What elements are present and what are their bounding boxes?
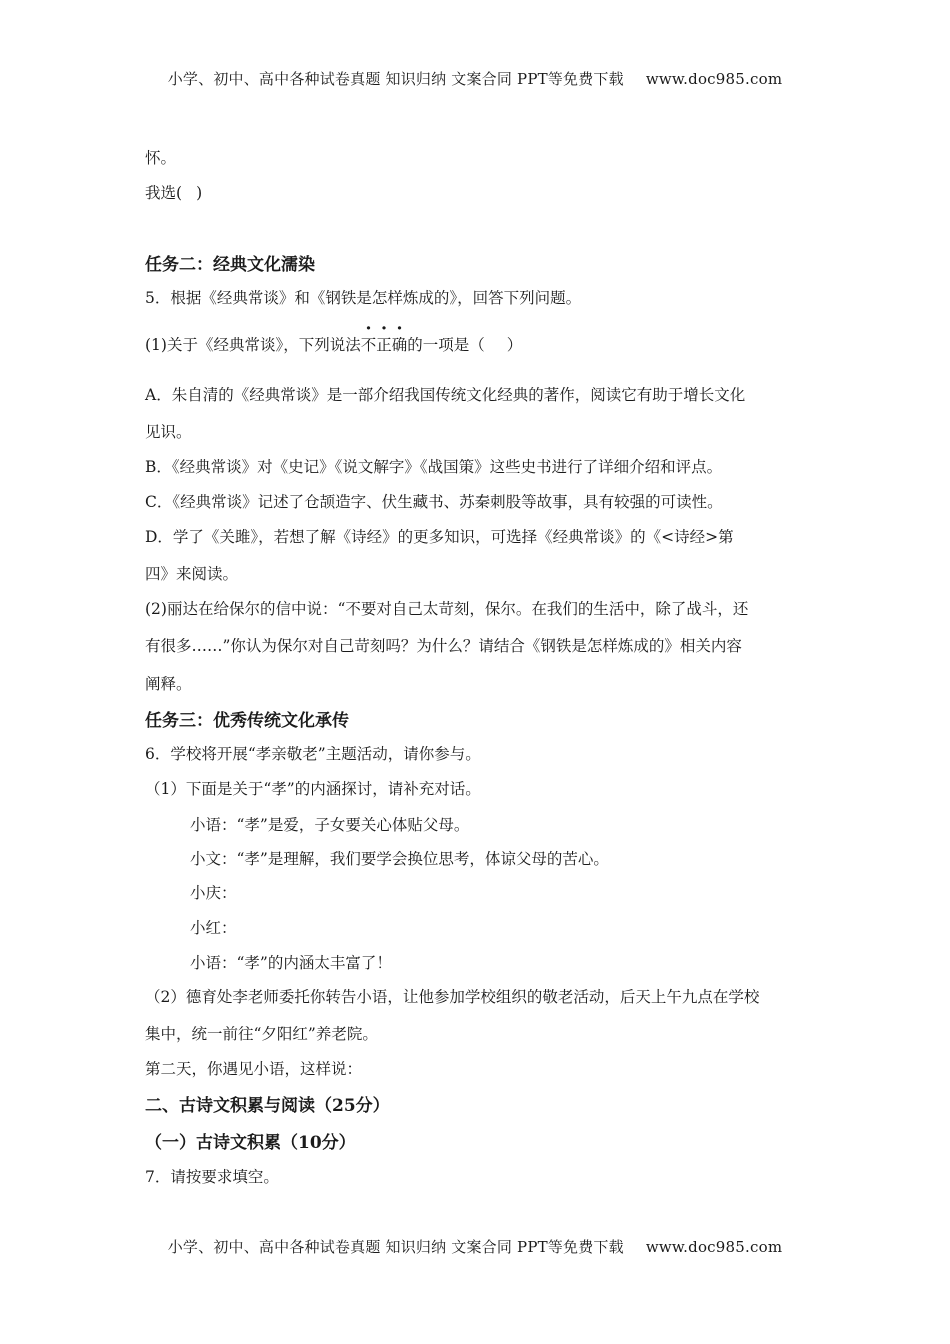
dialog-line-3-blank[interactable]: 小庆：	[190, 884, 237, 902]
question-6-2-line-2: 集中，统一前往“夕阳红”养老院。	[145, 1025, 378, 1043]
option-a-line-1: A．朱自清的《经典常谈》是一部介绍我国传统文化经典的著作，阅读它有助于增长文化	[145, 386, 746, 404]
dialog-line-5: 小语：“孝”的内涵太丰富了！	[190, 954, 392, 972]
question-6-stem: 6．学校将开展“孝亲敬老”主题活动，请你参与。	[145, 745, 481, 763]
question-6-2-line-3: 第二天，你遇见小语，这样说：	[145, 1060, 363, 1078]
option-d-line-2: 四》来阅读。	[145, 565, 239, 583]
emphasis-char-3: 确	[391, 336, 408, 354]
q5-1-close: ）	[506, 336, 523, 354]
choice-prefix: 我选(	[145, 184, 183, 202]
option-b: B．《经典常谈》对《史记》《说文解字》《战国策》这些史书进行了详细介绍和评点。	[145, 458, 723, 476]
emphasis-char-1: 不	[360, 336, 377, 354]
page-header	[0, 68, 950, 89]
question-5-2-line-2: 有很多……”你认为保尔对自己苛刻吗？为什么？请结合《钢铁是怎样炼成的》相关内容	[145, 637, 742, 655]
page-footer	[0, 1236, 950, 1257]
option-d-line-1: D．学了《关雎》，若想了解《诗经》的更多知识，可选择《经典常谈》的《<诗经>第	[145, 528, 734, 546]
emphasis-char-2: 正	[376, 336, 392, 354]
header-url: www.doc985.com	[645, 70, 783, 88]
option-a-line-2: 见识。	[145, 423, 192, 441]
header-slogan: 小学、初中、高中各种试卷真题 知识归纳 文案合同 PPT等免费下载	[167, 70, 624, 88]
question-7: 7．请按要求填空。	[145, 1168, 279, 1186]
choice-suffix: )	[196, 184, 203, 202]
question-5-2-line-1: (2)丽达在给保尔的信中说：“不要对自己太苛刻，保尔。在我们的生活中，除了战斗，还	[145, 600, 749, 618]
continued-text: 怀。	[145, 149, 177, 167]
dialog-line-4-blank[interactable]: 小红：	[190, 919, 237, 937]
question-6-1: （1）下面是关于“孝”的内涵探讨，请补充对话。	[145, 780, 481, 798]
question-5-stem: 5．根据《经典常谈》和《钢铁是怎样炼成的》，回答下列问题。	[145, 289, 582, 307]
footer-url: www.doc985.com	[645, 1238, 783, 1256]
question-6-2-line-1: （2）德育处李老师委托你转告小语，让他参加学校组织的敬老活动，后天上午九点在学校	[145, 988, 760, 1006]
q5-1-text-post: 的一项是（	[407, 336, 485, 354]
section-2-sub1-title: （一）古诗文积累（10分）	[145, 1133, 356, 1153]
answer-choice-line	[145, 181, 202, 203]
section-2-title: 二、古诗文积累与阅读（25分）	[145, 1096, 390, 1116]
question-5-1	[145, 333, 522, 355]
q5-1-text-pre: (1)关于《经典常谈》，下列说法	[145, 336, 361, 354]
dialog-line-2: 小文：“孝”是理解，我们要学会换位思考，体谅父母的苦心。	[190, 850, 609, 868]
task2-title: 任务二：经典文化濡染	[145, 255, 315, 275]
dialog-line-1: 小语：“孝”是爱，子女要关心体贴父母。	[190, 816, 470, 834]
footer-slogan: 小学、初中、高中各种试卷真题 知识归纳 文案合同 PPT等免费下载	[167, 1238, 624, 1256]
question-5-2-line-3: 阐释。	[145, 675, 192, 693]
option-c: C．《经典常谈》记述了仓颉造字、伏生藏书、苏秦刺股等故事，具有较强的可读性。	[145, 493, 723, 511]
task3-title: 任务三：优秀传统文化承传	[145, 711, 349, 731]
